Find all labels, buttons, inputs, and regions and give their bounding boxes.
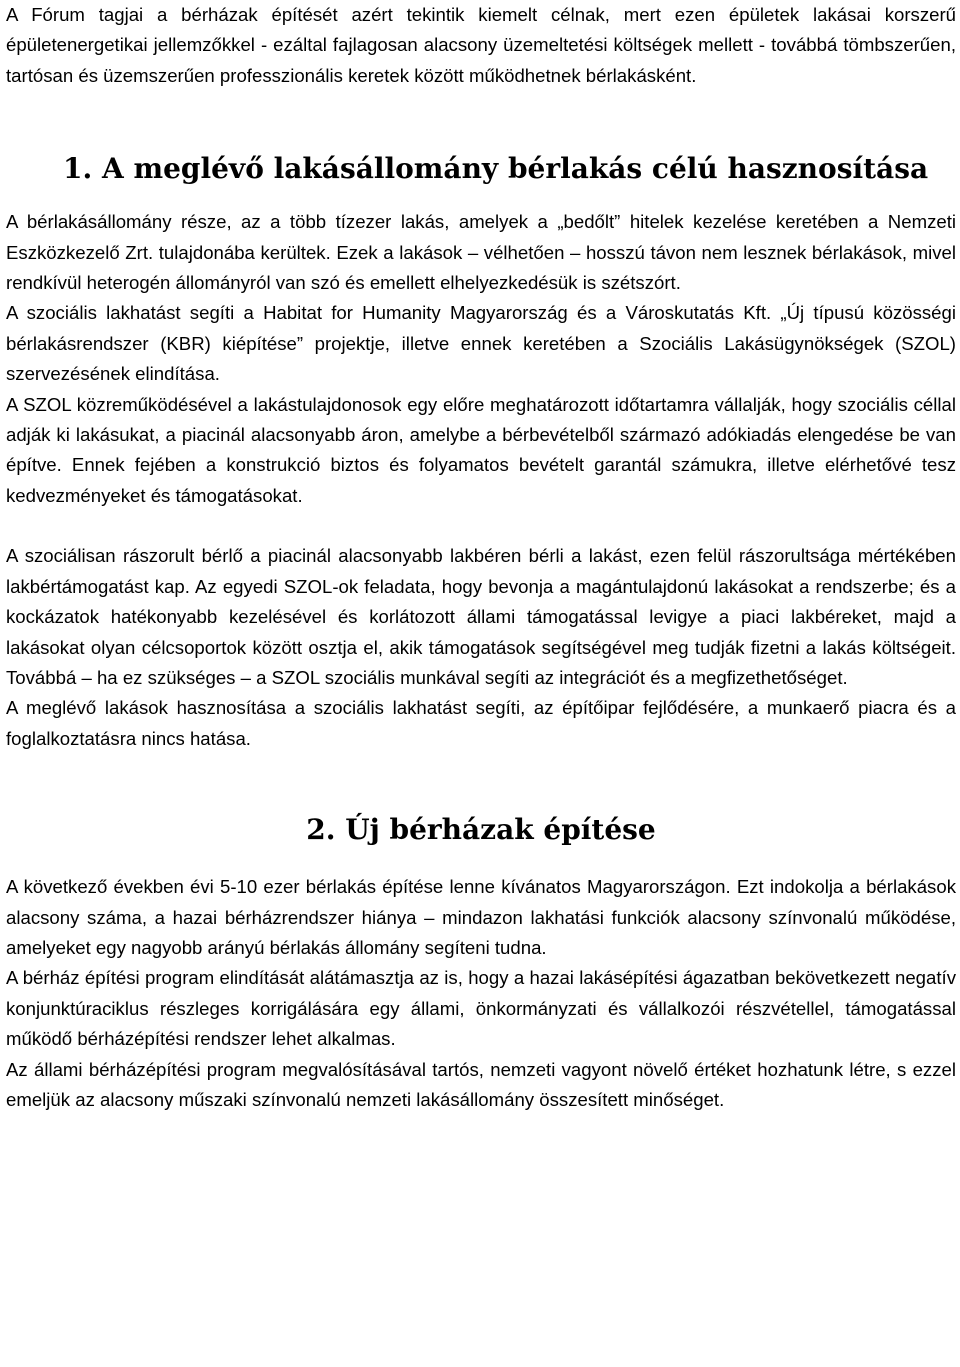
section-2-paragraph-3: Az állami bérházépítési program megvalósításával tartós, nemzeti vagyont növelő értéket hozhatunk létre, s ezzel emeljük az alacsony műszaki színvonalú nemzeti lakásállomány összesített minőséget. — [6, 1058, 956, 1110]
section-1-paragraph-4: A szociálisan rászorult bérlő a piacinál alacsonyabb lakbéren bérli a lakást, ezen felül rászorultsága mértékében lakbértámogatást kap. Az egyedi SZOL-ok feladata, hogy bevonja a magántulajdonú lakásokat a rendszerbe; és a kockázatok hatékonyabb kezelésével és korlátozott állami támogatással levigye a piaci lakbéreket, majd a lakásokat olyan célcsoportok között osztja el, akik támogatások segítségével meg tudják fizetni a lakás költségeit. Továbbá – ha ez szükséges – a SZOL szociális munkával segíti az integrációt és a megfizethetőséget. — [6, 545, 956, 688]
section-2-paragraph-2: A bérház építési program elindítását alátámasztja az is, hogy a hazai lakásépítési ágazatban bekövetkezett negatív konjunktúraciklus részleges korrigálására egy állami, önkormányzati és vállalkozói részvétellel, támogatással működő bérházépítési rendszer lehet alkalmas. — [6, 967, 956, 1050]
section-1-heading: 1. A meglévő lakásállomány bérlakás célú hasznosítása — [63, 152, 929, 186]
section-1-paragraph-3: A SZOL közreműködésével a lakástulajdonosok egy előre meghatározott időtartamra vállalják, hogy szociális céllal adják ki lakásukat, a piacinál alacsonyabb áron, amelybe a bérbevételből származó adókiadás elengedése be van építve. Ennek fejében a konstrukció biztos és folyamatos bevételt garantál számukra, illetve elérhetővé tesz kedvezményeket és támogatásokat. — [6, 393, 956, 506]
section-1-paragraph-2: A szociális lakhatást segíti a Habitat for Humanity Magyarország és a Városkutatás Kft. „Új típusú közösségi bérlakásrendszer (KBR) kiépítése” projektje, illetve ennek keretében a Szociális Lakásügynökségek (SZOL) szervezésének elindítása. — [6, 302, 956, 385]
section-2-paragraph-1: A következő években évi 5-10 ezer bérlakás építése lenne kívánatos Magyarországon. Ezt indokolja a bérlakások alacsony száma, a hazai bérházrendszer hiánya – mindazon lakhatási funkciók alacsony színvonalú működése, amelyeket egy nagyobb arányú bérlakás állomány segíteni tudna. — [6, 876, 956, 958]
paragraph-spacer — [6, 511, 956, 541]
document-page — [6, 0, 956, 1115]
intro-paragraph: A Fórum tagjai a bérházak építését azért tekintik kiemelt célnak, mert ezen épületek lakásai korszerű épületenergetikai jellemzőkkel - ezáltal fajlagosan alacsony üzemeltetési költségek mellett - továbbá tömbszerűen, tartósan és üzemszerűen professzionális keretek között működhetnek bérlakásként. — [6, 4, 956, 86]
section-1-paragraph-1: A bérlakásállomány része, az a több tízezer lakás, amelyek a „bedőlt” hitelek kezelése keretében a Nemzeti Eszközkezelő Zrt. tulajdonába kerültek. Ezek a lakások – vélhetően – hosszú távon nem lesznek bérlakások, mivel rendkívül heterogén állományról van szó és emellett elhelyezkedésük is szétszórt. — [6, 211, 956, 294]
section-2-heading: 2. Új bérházak építése — [306, 813, 656, 847]
section-1-paragraph-5: A meglévő lakások hasznosítása a szociális lakhatást segíti, az építőipar fejlődésére, a munkaerő piacra és a foglalkoztatásra nincs hatása. — [6, 697, 956, 749]
